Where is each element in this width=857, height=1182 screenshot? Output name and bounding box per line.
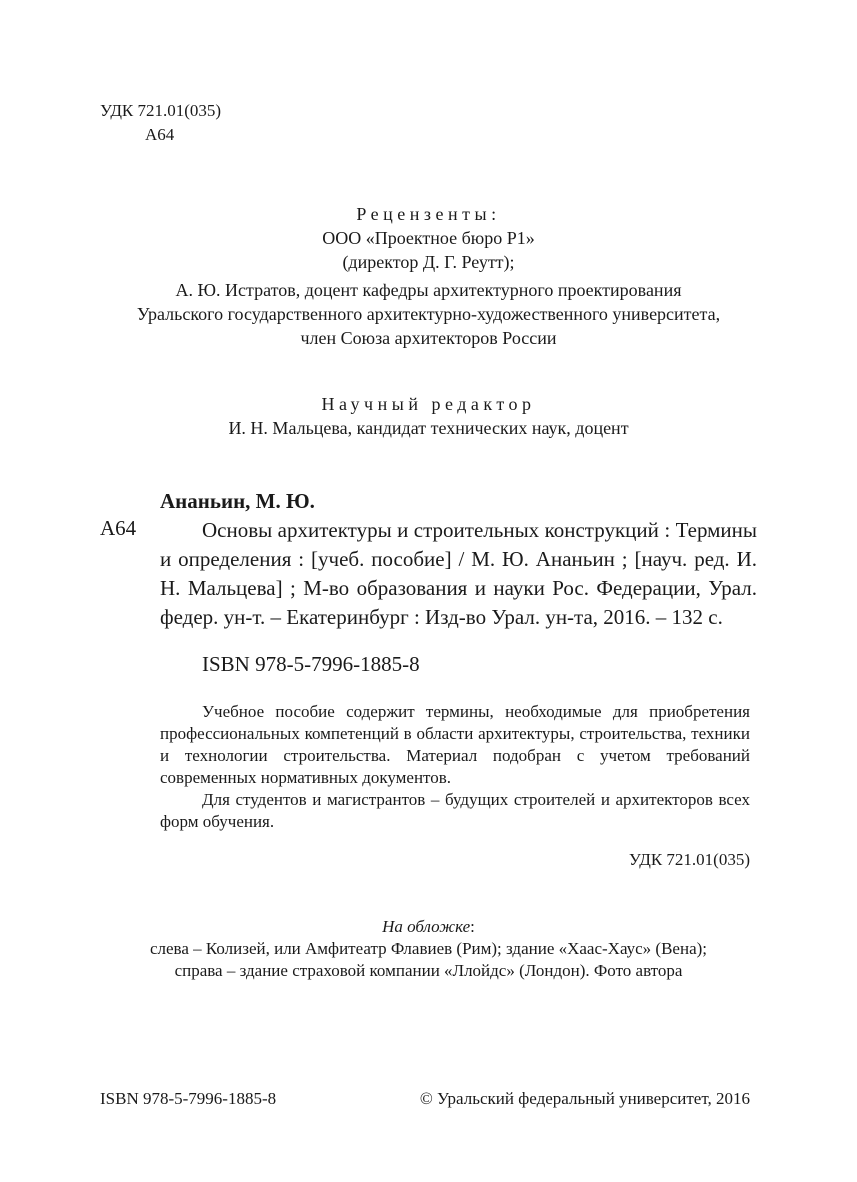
reviewers-heading: Рецензенты: [356,204,501,224]
reviewer-person-line2: Уральского государственного архитектурно-художественного университета, [136,304,721,324]
annotation-paragraph-1: Учебное пособие содержит термины, необходимые для приобретения профессиональных компетенций в области архитектуры, строительства, техники и технологии строительства. Материал подобран с учетом требований современных нормативных документов. [160,702,750,787]
scientific-editor-block [0,392,857,440]
cover-note-line2: справа – здание страховой компании «Ллойдс» (Лондон). Фото автора [174,961,683,980]
reviewer-person-line1: А. Ю. Истратов, доцент кафедры архитектурного проектирования [175,280,682,300]
reviewer-person-line3: член Союза архитекторов России [300,328,557,348]
reviewer-org-director: (директор Д. Г. Реутт); [342,252,515,272]
bibliographic-description: Основы архитектуры и строительных конструкций : Термины и определения : [учеб. пособие] / М. Ю. Ананьин ; [науч. ред. И. Н. Мальцева] ; М-во образования и науки Рос. Федерации, Урал. федер. ун-т. – Екатеринбург : Изд-во Урал. ун-та, 2016. – 132 с. [160,518,757,629]
annotation-paragraph-2: Для студентов и магистрантов – будущих строителей и архитекторов всех форм обучения. [160,790,750,831]
cover-note-colon: : [470,917,475,936]
reviewer-person-block [0,278,857,350]
reviewers-block [0,202,857,274]
footer-isbn: ISBN 978-5-7996-1885-8 [100,1089,277,1108]
editor-name: И. Н. Мальцева, кандидат технических наук, доцент [228,418,629,438]
entry-author: Ананьин, М. Ю. [160,489,315,513]
cover-note-heading [0,916,857,938]
reviewer-org: ООО «Проектное бюро Р1» [322,228,535,248]
annotation-block [160,701,750,833]
entry-code: А64 [100,516,137,540]
footer-copyright: © Уральский федеральный университет, 2016 [419,1089,750,1108]
author-mark-top: А64 [145,125,175,144]
cover-note-title: На обложке [382,917,471,936]
udk-block-top [100,99,221,147]
entry-isbn: ISBN 978-5-7996-1885-8 [202,652,420,676]
udk-code-right: УДК 721.01(035) [628,850,750,869]
editor-heading: Научный редактор [321,394,536,414]
cover-note-block [0,916,857,982]
udk-code-top: УДК 721.01(035) [100,101,222,120]
cover-note-line1: слева – Колизей, или Амфитеатр Флавиев (Рим); здание «Хаас-Хаус» (Вена); [149,939,708,958]
